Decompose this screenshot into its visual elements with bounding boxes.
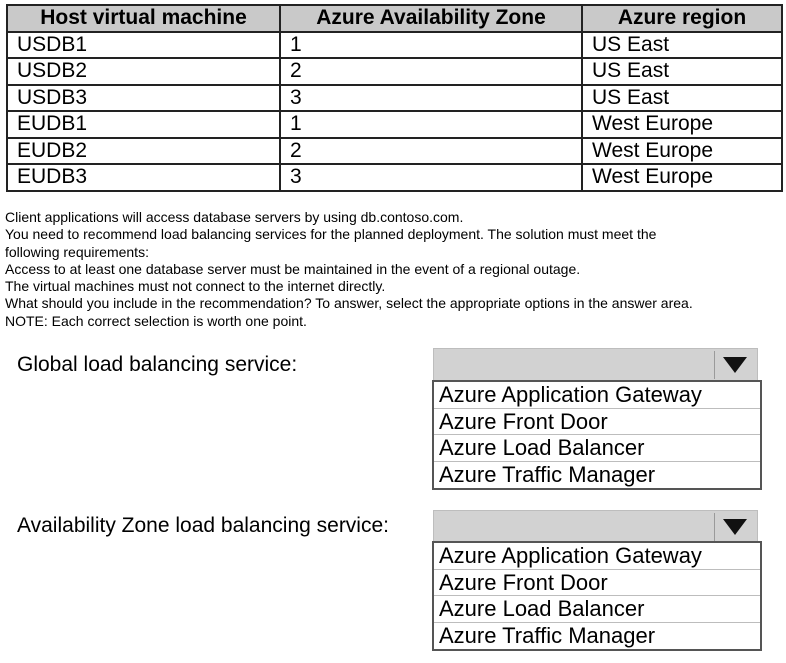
cell-zone: 1 — [280, 32, 582, 59]
cell-region: US East — [582, 32, 782, 59]
option-load-balancer[interactable]: Azure Load Balancer — [434, 596, 760, 623]
option-traffic-manager[interactable]: Azure Traffic Manager — [439, 622, 656, 648]
global-lb-dropdown[interactable] — [433, 348, 758, 381]
cell-host: EUDB3 — [7, 164, 280, 191]
cell-region: West Europe — [582, 164, 782, 191]
cell-zone: 3 — [280, 164, 582, 191]
note-line: The virtual machines must not connect to the internet directly. — [5, 278, 386, 295]
cell-region: West Europe — [582, 111, 782, 138]
hosts-table — [6, 4, 783, 192]
zone-lb-options — [432, 541, 762, 651]
global-lb-options — [432, 380, 762, 490]
note-line: Client applications will access database servers by using db.contoso.com. — [5, 209, 464, 225]
note-line: You need to recommend load balancing services for the planned deployment. The solution must meet the — [5, 226, 657, 243]
table-row — [7, 164, 782, 191]
cell-zone: 3 — [280, 85, 582, 112]
cell-host: USDB3 — [7, 85, 280, 112]
cell-region: US East — [582, 58, 782, 85]
cell-zone: 2 — [280, 58, 582, 85]
option-application-gateway[interactable]: Azure Application Gateway — [434, 543, 760, 570]
note-line: following requirements: — [5, 243, 149, 260]
cell-host: EUDB2 — [7, 138, 280, 165]
requirements-text — [5, 209, 781, 330]
column-header-region: Azure region — [582, 5, 782, 32]
cell-host: USDB1 — [7, 32, 280, 59]
zone-lb-label: Availability Zone load balancing service: — [17, 514, 389, 537]
chevron-down-icon[interactable] — [714, 513, 755, 541]
option-load-balancer[interactable]: Azure Load Balancer — [434, 435, 760, 462]
option-front-door[interactable]: Azure Front Door — [434, 570, 760, 597]
cell-zone: 1 — [280, 111, 582, 138]
table-row — [7, 32, 782, 59]
cell-host: EUDB1 — [7, 111, 280, 138]
table-row — [7, 85, 782, 112]
global-lb-label: Global load balancing service: — [17, 353, 298, 376]
option-front-door[interactable]: Azure Front Door — [434, 409, 760, 436]
cell-region: West Europe — [582, 138, 782, 165]
table-row — [7, 58, 782, 85]
column-header-host: Host virtual machine — [7, 5, 280, 32]
note-line: NOTE: Each correct selection is worth one point. — [5, 312, 307, 329]
table-row — [7, 138, 782, 165]
note-line: Access to at least one database server must be maintained in the event of a regional outage. — [5, 260, 581, 277]
table-header-row — [7, 5, 782, 32]
cell-region: US East — [582, 85, 782, 112]
column-header-zone: Azure Availability Zone — [280, 5, 582, 32]
note-line: What should you include in the recommendation? To answer, select the appropriate options in the answer area. — [5, 295, 693, 312]
table-row — [7, 111, 782, 138]
chevron-down-icon[interactable] — [714, 351, 755, 379]
option-traffic-manager[interactable]: Azure Traffic Manager — [439, 461, 656, 487]
zone-lb-dropdown[interactable] — [433, 510, 758, 543]
cell-host: USDB2 — [7, 58, 280, 85]
option-application-gateway[interactable]: Azure Application Gateway — [434, 382, 760, 409]
cell-zone: 2 — [280, 138, 582, 165]
